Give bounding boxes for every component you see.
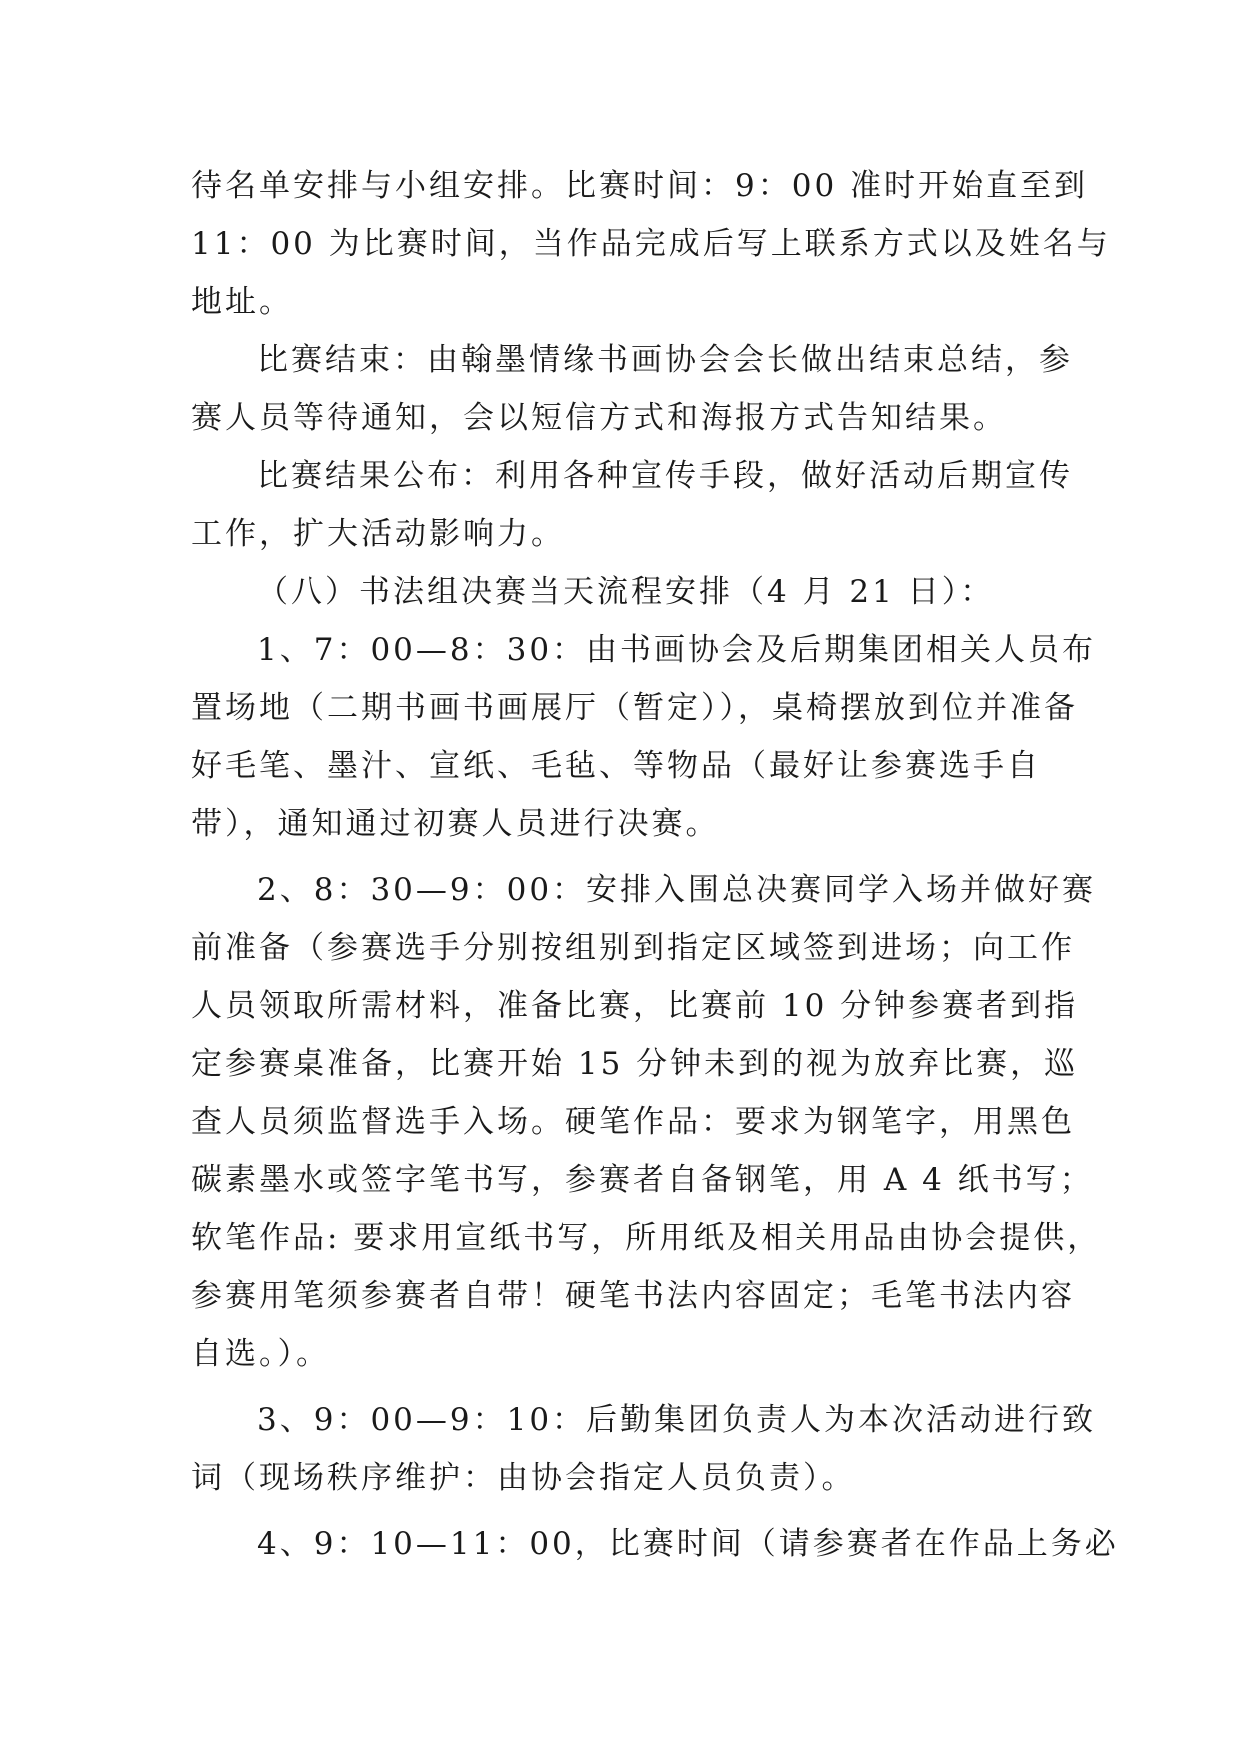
paragraph-line: 碳素墨水或签字笔书写，参赛者自备钢笔，用 A 4 纸书写； [191, 1162, 1094, 1198]
paragraph-line: 4、9：10—11：00，比赛时间（请参赛者在作品上务必 [257, 1526, 1119, 1562]
paragraph-line: 1、7：00—8：30：由书画协会及后期集团相关人员布 [257, 632, 1097, 668]
document-body [191, 157, 1119, 1573]
paragraph-line: 查人员须监督选手入场。硬笔作品：要求为钢笔字，用黑色 [191, 1104, 1075, 1140]
paragraph-line: 好毛笔、墨汁、宣纸、毛毡、等物品（最好让参赛选手自 [191, 748, 1041, 784]
paragraph-line: 比赛结束：由翰墨情缘书画协会会长做出结束总结，参 [257, 342, 1073, 378]
paragraph-line: 地址。 [191, 284, 293, 320]
paragraph-line: 工作，扩大活动影响力。 [191, 516, 565, 552]
paragraph-line: 2、8：30—9：00：安排入围总决赛同学入场并做好赛 [257, 872, 1097, 908]
paragraph-line: 3、9：00—9：10：后勤集团负责人为本次活动进行致 [257, 1402, 1097, 1438]
section-heading: （八）书法组决赛当天流程安排（4 月 21 日）： [257, 574, 995, 610]
paragraph-line: 自选。）。 [191, 1336, 330, 1372]
paragraph-line: 人员领取所需材料，准备比赛，比赛前 10 分钟参赛者到指 [191, 988, 1079, 1024]
paragraph-line: 词（现场秩序维护：由协会指定人员负责）。 [191, 1460, 856, 1496]
paragraph-line: 定参赛桌准备，比赛开始 15 分钟未到的视为放弃比赛，巡 [191, 1046, 1079, 1082]
paragraph-line: 赛人员等待通知，会以短信方式和海报方式告知结果。 [191, 400, 1007, 436]
paragraph-line: 带），通知通过初赛人员进行决赛。 [191, 806, 720, 842]
paragraph-line: 待名单安排与小组安排。比赛时间：9：00 准时开始直至到 [191, 168, 1089, 204]
paragraph-line: 前准备（参赛选手分别按组别到指定区域签到进场；向工作 [191, 930, 1075, 966]
paragraph-line: 软笔作品: 要求用宣纸书写，所用纸及相关用品由协会提供， [191, 1220, 1102, 1256]
paragraph-line: 11：00 为比赛时间，当作品完成后写上联系方式以及姓名与 [191, 226, 1111, 262]
paragraph-line: 置场地（二期书画书画展厅（暂定）），桌椅摆放到位并准备 [191, 690, 1078, 726]
paragraph-line: 比赛结果公布：利用各种宣传手段，做好活动后期宣传 [257, 458, 1073, 494]
paragraph-line: 参赛用笔须参赛者自带！硬笔书法内容固定；毛笔书法内容 [191, 1278, 1075, 1314]
